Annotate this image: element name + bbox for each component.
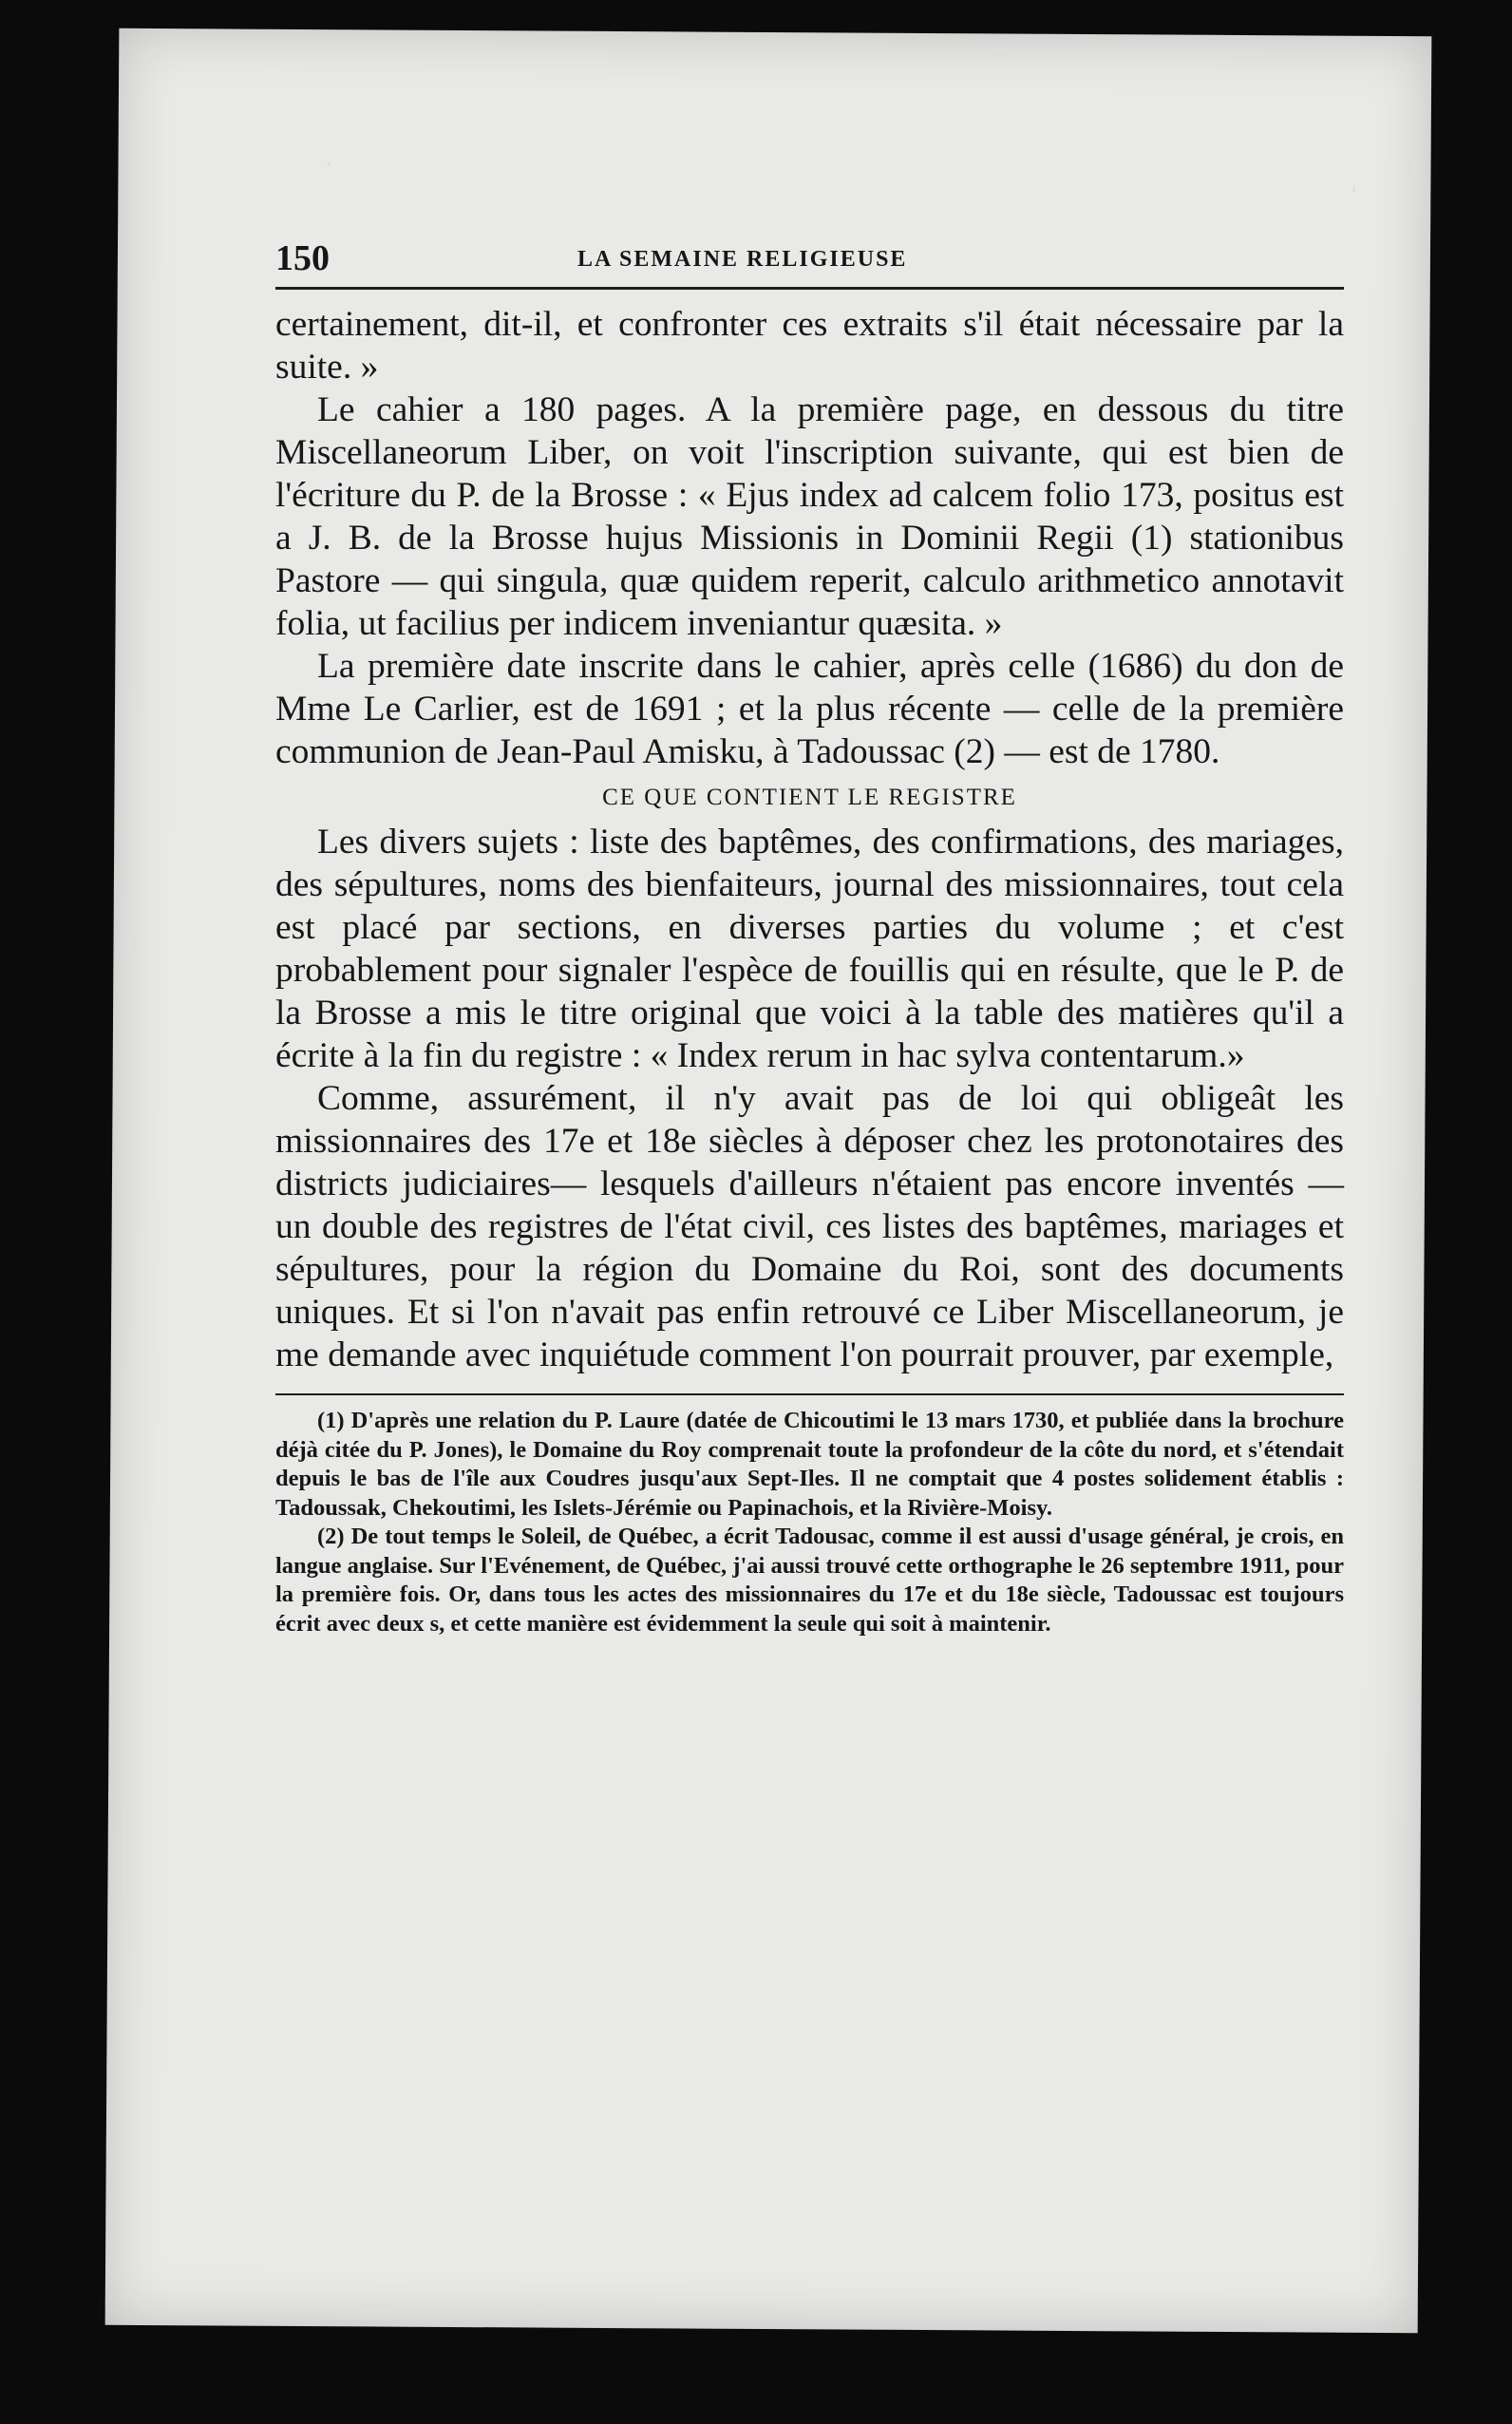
page-content: [275, 237, 1344, 1638]
footnote-rule: [275, 1393, 1344, 1395]
section-heading: CE QUE CONTIENT LE REGISTRE: [602, 785, 1017, 810]
paragraph-sujets: Les divers sujets : liste des baptêmes, des confirmations, des mariages, des sépultures, noms des bienfaiteurs, journal des missionnaires, tout cela est placé par sections, en diverses parties du volume ; et c'est probablement pour signaler l'espèce de fouillis qui en résulte, que le P. de la Brosse a mis le titre original que voici à la table des matières qu'il a écrite à la fin du registre : « Index rerum in hac sylva contentarum.»: [275, 823, 1344, 1075]
footnote-2: (2) De tout temps le Soleil, de Québec, a écrit Tadousac, comme il est aussi d'usage général, je crois, en langue anglaise. Sur l'Evénement, de Québec, j'ai aussi trouvé cette orthographe le 26 septembre 1911, pour la première fois. Or, dans tous les actes des missionnaires du 17e et du 18e siècle, Tadoussac est toujours écrit avec deux s, et cette manière est évidemment la seule qui soit à maintenir.: [275, 1524, 1344, 1637]
paragraph-dates: La première date inscrite dans le cahier, après celle (1686) du don de Mme Le Carlier, est de 1691 ; et la plus récente — celle de la première communion de Jean-Paul Amisku, à Tadoussac (2) — est de 1780.: [275, 647, 1344, 771]
running-title: LA SEMAINE RELIGIEUSE: [577, 247, 908, 272]
paragraph-continuation: certainement, dit-il, et confronter ces extraits s'il était nécessaire par la suite. »: [275, 305, 1344, 387]
page-number: 150: [275, 238, 330, 278]
page-speck: [1352, 188, 1354, 193]
footnotes: [275, 1407, 1344, 1638]
paragraph-missionnaires: Comme, assurément, il n'y avait pas de loi qui obligeât les missionnaires des 17e et 18e siècles à déposer chez les protonotaires des districts judiciaires— lesquels d'ailleurs n'étaient pas encore inventés — un double des registres de l'état civil, ces listes des baptêmes, mariages et sépultures, pour la région du Domaine du Roi, sont des documents uniques. Et si l'on n'avait pas enfin retrouvé ce Liber Miscellaneorum, je me demande avec inquiétude comment l'on pourrait prouver, par exemple,: [275, 1079, 1344, 1374]
page-speck: [328, 162, 331, 165]
paragraph-cahier: Le cahier a 180 pages. A la première page, en dessous du titre Miscellaneorum Liber, on voit l'inscription suivante, qui est bien de l'écriture du P. de la Brosse : « Ejus index ad calcem folio 173, positus est a J. B. de la Brosse hujus Missionis in Dominii Regii (1) stationibus Pastore — qui singula, quæ quidem reperit, calculo arithmetico annotavit folia, ut facilius per indicem inveniantur quæsita. »: [275, 390, 1344, 643]
page-header: [275, 237, 1344, 290]
body-text: [275, 303, 1344, 1376]
footnote-1: (1) D'après une relation du P. Laure (datée de Chicoutimi le 13 mars 1730, et publiée dans la brochure déjà citée du P. Jones), le Domaine du Roy comprenait toute la profondeur de la côte du nord, et s'étendait depuis le bas de l'île aux Coudres jusqu'aux Sept-Iles. Il ne comptait que 4 postes solidement établis : Tadoussak, Chekoutimi, les Islets-Jérémie ou Papinachois, et la Rivière-Moisy.: [275, 1408, 1344, 1521]
